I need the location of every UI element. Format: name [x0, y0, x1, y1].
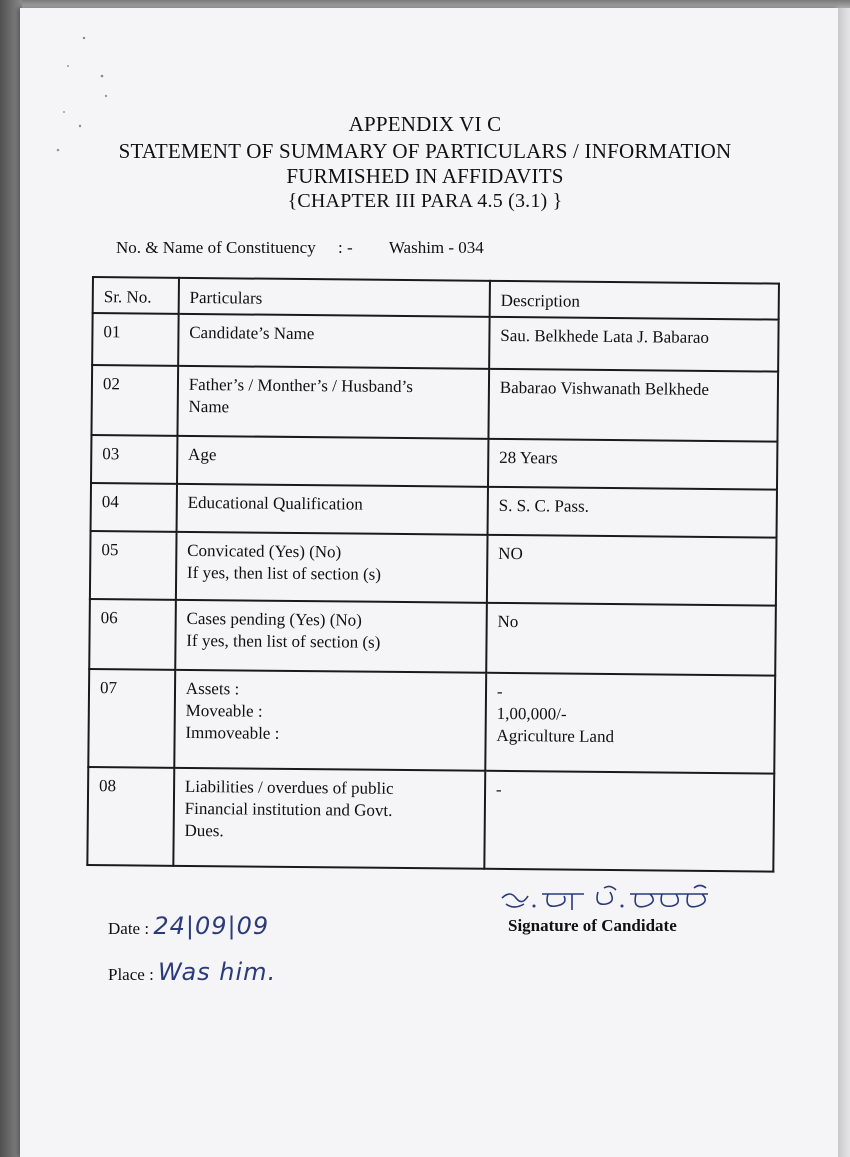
row-description: No — [486, 603, 776, 676]
row-sr-no: 04 — [91, 483, 177, 532]
row-sr-no: 05 — [90, 531, 176, 600]
header-sr-no: Sr. No. — [93, 277, 179, 314]
particulars-table — [86, 276, 780, 873]
row-particulars: Candidate’s Name — [178, 314, 490, 369]
table-row — [90, 531, 777, 606]
constituency-separator: : - — [337, 238, 353, 257]
table-row — [92, 313, 778, 372]
row-description: - — [484, 771, 774, 872]
header-particulars: Particulars — [178, 278, 489, 317]
row-sr-no: 02 — [91, 365, 177, 436]
signature-caption: Signature of Candidate — [508, 916, 677, 935]
statement-title-line-2: FURMISHED IN AFFIDAVITS — [286, 164, 564, 188]
table-row — [91, 435, 777, 490]
row-particulars: Convicated (Yes) (No) If yes, then list of section (s) — [176, 532, 488, 603]
candidate-signature — [498, 884, 718, 918]
place-handwritten: Was him. — [158, 958, 277, 986]
constituency-value: Washim - 034 — [388, 238, 484, 257]
statement-title-line-1: STATEMENT OF SUMMARY OF PARTICULARS / INFORMATION — [118, 139, 732, 163]
row-sr-no: 06 — [89, 599, 175, 670]
table-row — [87, 767, 774, 872]
row-sr-no: 07 — [88, 669, 175, 768]
table-row — [88, 669, 775, 774]
constituency-label: No. & Name of Constituency — [116, 238, 316, 257]
table-row — [89, 599, 776, 676]
row-particulars: Age — [177, 436, 488, 487]
row-description: Sau. Belkhede Lata J. Babarao — [489, 317, 779, 372]
row-sr-no: 08 — [87, 767, 174, 866]
row-particulars: Liabilities / overdues of public Financial institution and Govt. Dues. — [173, 768, 485, 869]
row-description: - 1,00,000/- Agriculture Land — [485, 673, 775, 774]
row-description: Babarao Vishwanath Belkhede — [488, 369, 778, 442]
header-description: Description — [489, 281, 778, 320]
table-row — [91, 483, 777, 538]
place-label: Place : — [108, 965, 154, 984]
row-particulars: Educational Qualification — [176, 484, 487, 535]
table-row — [91, 365, 778, 442]
row-description: NO — [487, 535, 777, 606]
row-sr-no: 01 — [92, 313, 178, 366]
date-line — [108, 912, 269, 940]
row-particulars: Cases pending (Yes) (No) If yes, then list of section (s) — [175, 600, 487, 673]
row-sr-no: 03 — [91, 435, 177, 484]
appendix-title: APPENDIX VI C — [348, 112, 502, 136]
place-line — [108, 958, 276, 986]
date-handwritten: 24|09|09 — [153, 912, 270, 940]
row-particulars: Assets : Moveable : Immoveable : — [174, 670, 486, 771]
row-description: 28 Years — [488, 439, 778, 490]
row-particulars: Father’s / Monther’s / Husband’s Name — [177, 366, 489, 439]
row-description: S. S. C. Pass. — [487, 487, 777, 538]
chapter-reference: {CHAPTER III PARA 4.5 (3.1) } — [287, 190, 563, 212]
constituency-line — [116, 238, 484, 258]
date-label: Date : — [108, 919, 150, 938]
